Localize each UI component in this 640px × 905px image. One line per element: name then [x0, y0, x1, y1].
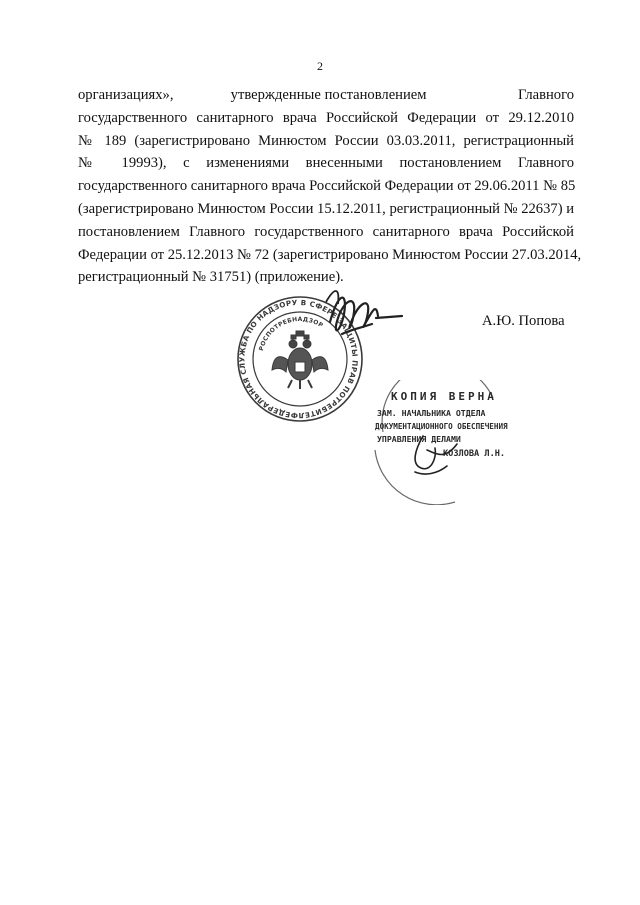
signer-name: А.Ю. Попова: [482, 313, 565, 329]
stamp-line-2: ЗАМ. НАЧАЛЬНИКА ОТДЕЛА: [377, 408, 486, 418]
body-paragraph: [78, 84, 582, 289]
body-line: Федерации от 25.12.2013 № 72 (зарегистрировано Минюстом России 27.03.2014,: [78, 246, 582, 263]
stamp-line-3: ДОКУМЕНТАЦИОННОГО ОБЕСПЕЧЕНИЯ: [375, 422, 508, 431]
body-line: регистрационный № 31751) (приложение).: [78, 269, 344, 286]
body-line: государственного санитарного врача Российской Федерации от 29.12.2010: [78, 109, 574, 126]
eagle-emblem-icon: [272, 331, 328, 389]
body-line: № 19993), с изменениями внесенными постановлением Главного: [78, 155, 574, 172]
stamp-line-1: КОПИЯ ВЕРНА: [391, 390, 497, 403]
body-line: № 189 (зарегистрировано Минюстом России 03.03.2011, регистрационный: [78, 132, 574, 149]
page-number: 2: [317, 59, 323, 73]
stamp-line-5: КОЗЛОВА Л.Н.: [443, 449, 506, 459]
body-line: организациях», утвержденные постановлением Главного: [78, 87, 574, 103]
stamp-line-4: УПРАВЛЕНИЯ ДЕЛАМИ: [377, 434, 461, 444]
body-line: государственного санитарного врача Российской Федерации от 29.06.2011 № 85: [78, 178, 576, 195]
certification-stamp: [365, 380, 535, 505]
stamp-graphic: [365, 380, 535, 505]
body-line: постановлением Главного государственного санитарного врача Российской: [78, 223, 574, 240]
seal-outer-text: ФЕДЕРАЛЬНАЯ СЛУЖБА ПО НАДЗОРУ В СФЕРЕ ЗАЩИТЫ ПРАВ ПОТРЕБИТЕЛ: [237, 297, 360, 421]
seal-inner-text: РОСПОТРЕБНАДЗОР: [257, 315, 325, 352]
body-line: (зарегистрировано Минюстом России 15.12.2011, регистрационный № 22637) и: [78, 200, 575, 217]
